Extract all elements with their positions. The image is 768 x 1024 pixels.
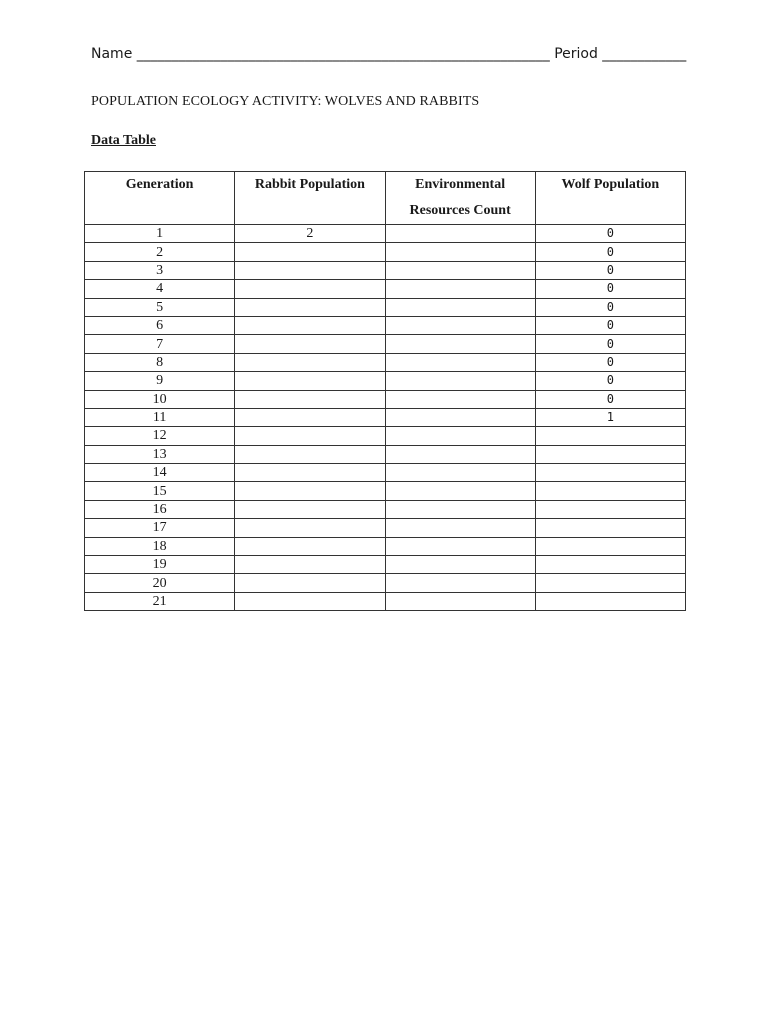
generation-cell: 12 <box>85 427 235 445</box>
environmental-resources-cell <box>385 316 535 334</box>
rabbit-population-cell <box>235 280 385 298</box>
generation-cell: 5 <box>85 298 235 316</box>
generation-cell: 3 <box>85 261 235 279</box>
wolf-population-cell <box>535 500 685 518</box>
environmental-resources-cell <box>385 519 535 537</box>
table-row <box>85 556 686 574</box>
environmental-resources-cell <box>385 298 535 316</box>
wolf-population-cell <box>535 445 685 463</box>
wolf-population-cell: 0 <box>535 316 685 334</box>
wolf-population-cell: 0 <box>535 298 685 316</box>
table-row <box>85 500 686 518</box>
table-row <box>85 225 686 243</box>
rabbit-population-cell <box>235 464 385 482</box>
wolf-population-cell: 0 <box>535 372 685 390</box>
wolf-population-cell <box>535 427 685 445</box>
generation-cell: 19 <box>85 556 235 574</box>
rabbit-population-cell <box>235 353 385 371</box>
name-period-line: Name ___________________________________________________________ Period ____________ <box>91 46 687 62</box>
column-header-environmental-resources: Environmental Resources Count <box>385 172 535 225</box>
environmental-resources-cell <box>385 243 535 261</box>
rabbit-population-cell <box>235 243 385 261</box>
rabbit-population-cell: 2 <box>235 225 385 243</box>
table-row <box>85 353 686 371</box>
wolf-population-cell <box>535 592 685 610</box>
environmental-resources-cell <box>385 500 535 518</box>
rabbit-population-cell <box>235 519 385 537</box>
environmental-resources-cell <box>385 574 535 592</box>
rabbit-population-cell <box>235 390 385 408</box>
wolf-population-cell: 0 <box>535 243 685 261</box>
environmental-resources-cell <box>385 390 535 408</box>
table-row <box>85 261 686 279</box>
generation-cell: 14 <box>85 464 235 482</box>
rabbit-population-cell <box>235 261 385 279</box>
environmental-resources-cell <box>385 427 535 445</box>
environmental-resources-cell <box>385 408 535 426</box>
environmental-resources-cell <box>385 280 535 298</box>
table-row <box>85 592 686 610</box>
wolf-population-cell <box>535 519 685 537</box>
environmental-resources-cell <box>385 445 535 463</box>
generation-cell: 7 <box>85 335 235 353</box>
generation-cell: 21 <box>85 592 235 610</box>
environmental-resources-cell <box>385 353 535 371</box>
wolf-population-cell <box>535 574 685 592</box>
table-row <box>85 335 686 353</box>
generation-cell: 20 <box>85 574 235 592</box>
environmental-resources-cell <box>385 372 535 390</box>
environmental-resources-cell <box>385 261 535 279</box>
generation-cell: 4 <box>85 280 235 298</box>
rabbit-population-cell <box>235 316 385 334</box>
generation-cell: 2 <box>85 243 235 261</box>
table-row <box>85 574 686 592</box>
wolf-population-cell: 0 <box>535 280 685 298</box>
generation-cell: 6 <box>85 316 235 334</box>
data-table <box>84 171 686 611</box>
table-row <box>85 445 686 463</box>
rabbit-population-cell <box>235 427 385 445</box>
table-row <box>85 372 686 390</box>
rabbit-population-cell <box>235 592 385 610</box>
generation-cell: 8 <box>85 353 235 371</box>
environmental-resources-cell <box>385 464 535 482</box>
rabbit-population-cell <box>235 537 385 555</box>
generation-cell: 9 <box>85 372 235 390</box>
table-row <box>85 519 686 537</box>
rabbit-population-cell <box>235 482 385 500</box>
wolf-population-cell: 0 <box>535 261 685 279</box>
environmental-resources-cell <box>385 335 535 353</box>
wolf-population-cell: 0 <box>535 353 685 371</box>
data-table-heading: Data Table <box>91 133 156 148</box>
table-row <box>85 316 686 334</box>
generation-cell: 18 <box>85 537 235 555</box>
table-header-row <box>85 172 686 225</box>
environmental-resources-cell <box>385 592 535 610</box>
generation-cell: 16 <box>85 500 235 518</box>
rabbit-population-cell <box>235 500 385 518</box>
rabbit-population-cell <box>235 298 385 316</box>
wolf-population-cell: 0 <box>535 225 685 243</box>
wolf-population-cell: 1 <box>535 408 685 426</box>
table-row <box>85 537 686 555</box>
environmental-resources-cell <box>385 225 535 243</box>
generation-cell: 13 <box>85 445 235 463</box>
rabbit-population-cell <box>235 335 385 353</box>
wolf-population-cell <box>535 556 685 574</box>
generation-cell: 11 <box>85 408 235 426</box>
document-title: POPULATION ECOLOGY ACTIVITY: WOLVES AND RABBITS <box>91 94 480 109</box>
rabbit-population-cell <box>235 372 385 390</box>
table-row <box>85 298 686 316</box>
column-header-generation: Generation <box>85 172 235 225</box>
table-row <box>85 464 686 482</box>
table-row <box>85 390 686 408</box>
generation-cell: 10 <box>85 390 235 408</box>
wolf-population-cell: 0 <box>535 335 685 353</box>
table-row <box>85 243 686 261</box>
rabbit-population-cell <box>235 408 385 426</box>
table-row <box>85 482 686 500</box>
rabbit-population-cell <box>235 556 385 574</box>
environmental-resources-cell <box>385 556 535 574</box>
table-row <box>85 427 686 445</box>
column-header-wolf-population: Wolf Population <box>535 172 685 225</box>
generation-cell: 17 <box>85 519 235 537</box>
column-header-rabbit-population: Rabbit Population <box>235 172 385 225</box>
environmental-resources-cell <box>385 537 535 555</box>
rabbit-population-cell <box>235 445 385 463</box>
table-row <box>85 280 686 298</box>
table-row <box>85 408 686 426</box>
generation-cell: 1 <box>85 225 235 243</box>
wolf-population-cell <box>535 482 685 500</box>
wolf-population-cell <box>535 464 685 482</box>
wolf-population-cell: 0 <box>535 390 685 408</box>
wolf-population-cell <box>535 537 685 555</box>
rabbit-population-cell <box>235 574 385 592</box>
environmental-resources-cell <box>385 482 535 500</box>
table-body <box>85 225 686 611</box>
generation-cell: 15 <box>85 482 235 500</box>
